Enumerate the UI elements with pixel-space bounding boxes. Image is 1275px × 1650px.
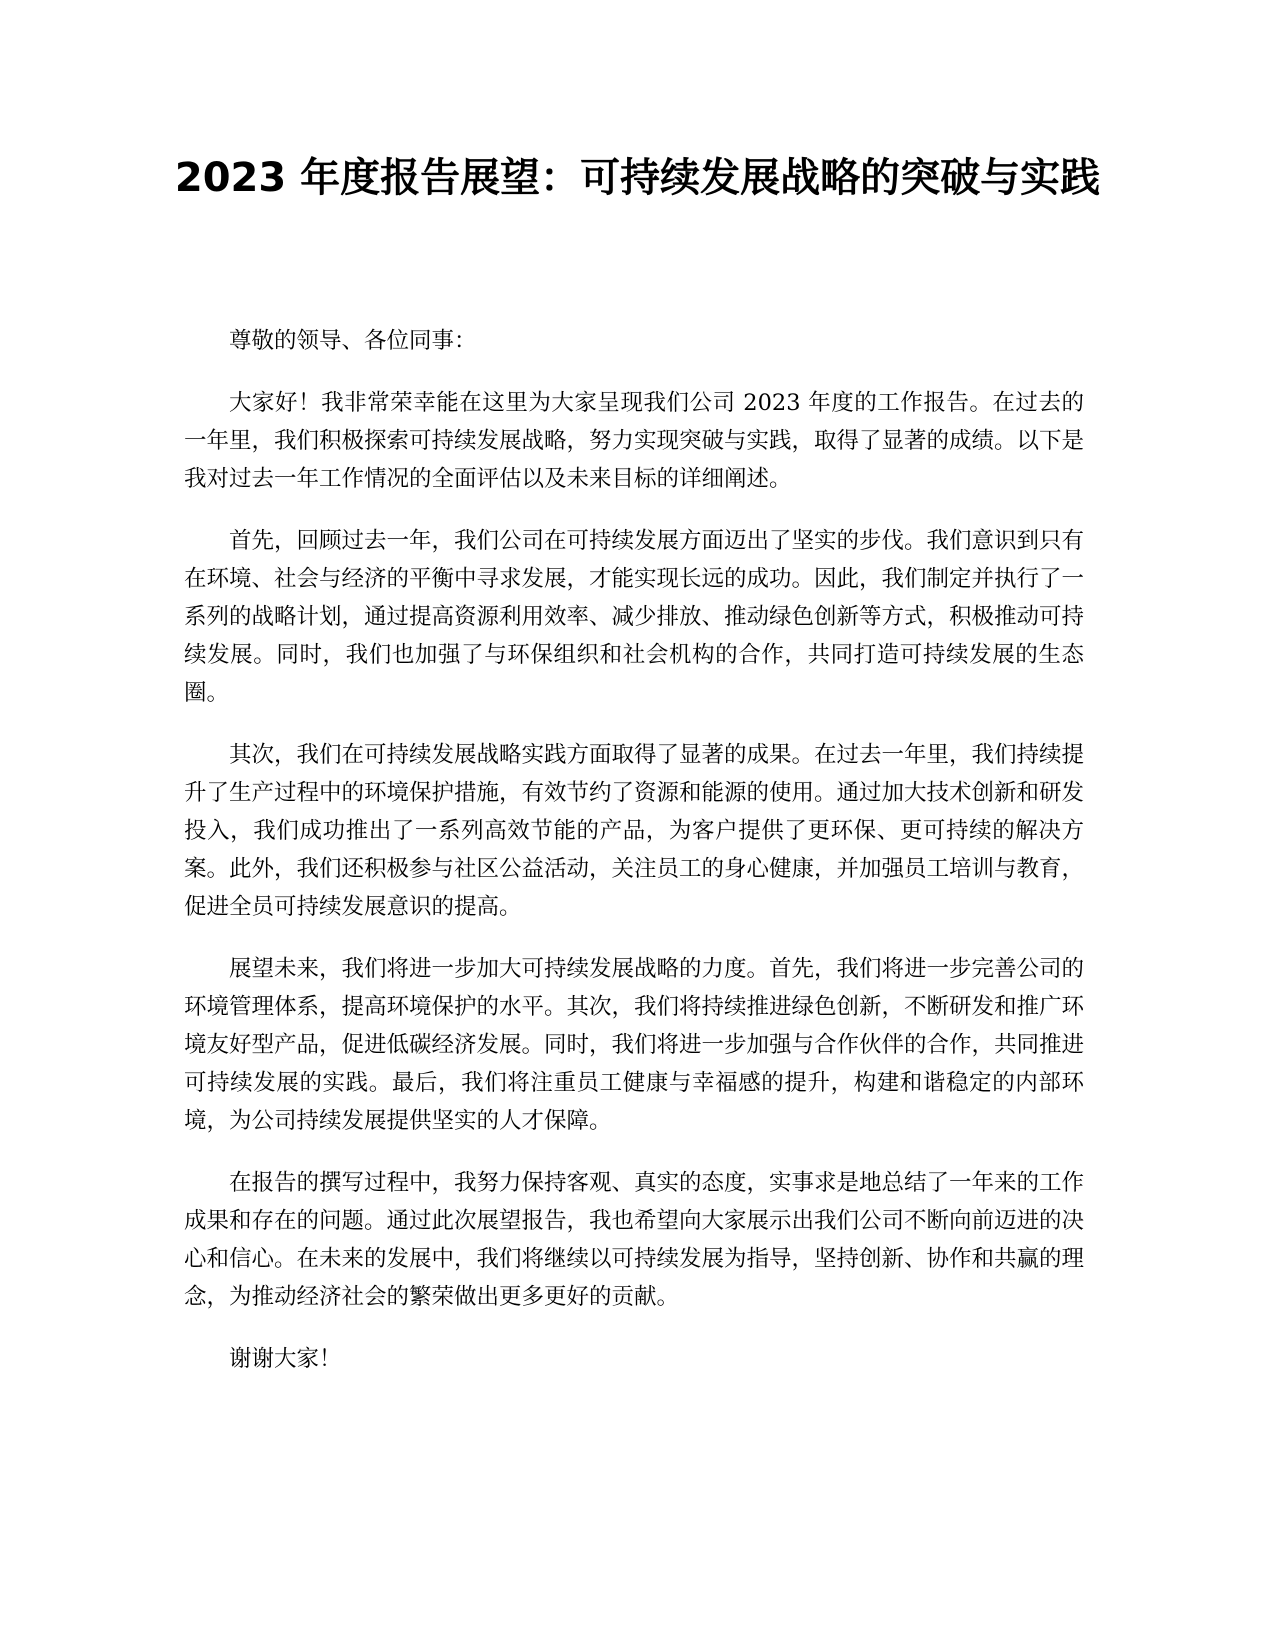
paragraph-conclusion: 在报告的撰写过程中，我努力保持客观、真实的态度，实事求是地总结了一年来的工作成果和存在的问题。通过此次展望报告，我也希望向大家展示出我们公司不断向前迈进的决心和信心。在未来的发展中，我们将继续以可持续发展为指导，坚持创新、协作和共赢的理念，为推动经济社会的繁荣做出更多更好的贡献。 xyxy=(184,1170,1085,1310)
salutation: 尊敬的领导、各位同事： xyxy=(229,328,477,354)
paragraph-greeting: 大家好！我非常荣幸能在这里为大家呈现我们公司 2023 年度的工作报告。在过去的一年里，我们积极探索可持续发展战略，努力实现突破与实践，取得了显著的成绩。以下是我对过去一年工作情况的全面评估以及未来目标的详细阐述。 xyxy=(184,390,1085,492)
paragraph-review: 首先，回顾过去一年，我们公司在可持续发展方面迈出了坚实的步伐。我们意识到只有在环境、社会与经济的平衡中寻求发展，才能实现长远的成功。因此，我们制定并执行了一系列的战略计划，通过提高资源利用效率、减少排放、推动绿色创新等方式，积极推动可持续发展。同时，我们也加强了与环保组织和社会机构的合作，共同打造可持续发展的生态圈。 xyxy=(184,528,1085,706)
document-title: 2023 年度报告展望：可持续发展战略的突破与实践 xyxy=(174,155,1101,201)
paragraph-outlook: 展望未来，我们将进一步加大可持续发展战略的力度。首先，我们将进一步完善公司的环境管理体系，提高环境保护的水平。其次，我们将持续推进绿色创新，不断研发和推广环境友好型产品，促进低碳经济发展。同时，我们将进一步加强与合作伙伴的合作，共同推进可持续发展的实践。最后，我们将注重员工健康与幸福感的提升，构建和谐稳定的内部环境，为公司持续发展提供坚实的人才保障。 xyxy=(184,956,1085,1134)
document-body xyxy=(184,322,1084,1402)
closing: 谢谢大家！ xyxy=(229,1346,342,1372)
paragraph-achievements: 其次，我们在可持续发展战略实践方面取得了显著的成果。在过去一年里，我们持续提升了生产过程中的环境保护措施，有效节约了资源和能源的使用。通过加大技术创新和研发投入，我们成功推出了一系列高效节能的产品，为客户提供了更环保、更可持续的解决方案。此外，我们还积极参与社区公益活动，关注员工的身心健康，并加强员工培训与教育，促进全员可持续发展意识的提高。 xyxy=(184,742,1085,920)
